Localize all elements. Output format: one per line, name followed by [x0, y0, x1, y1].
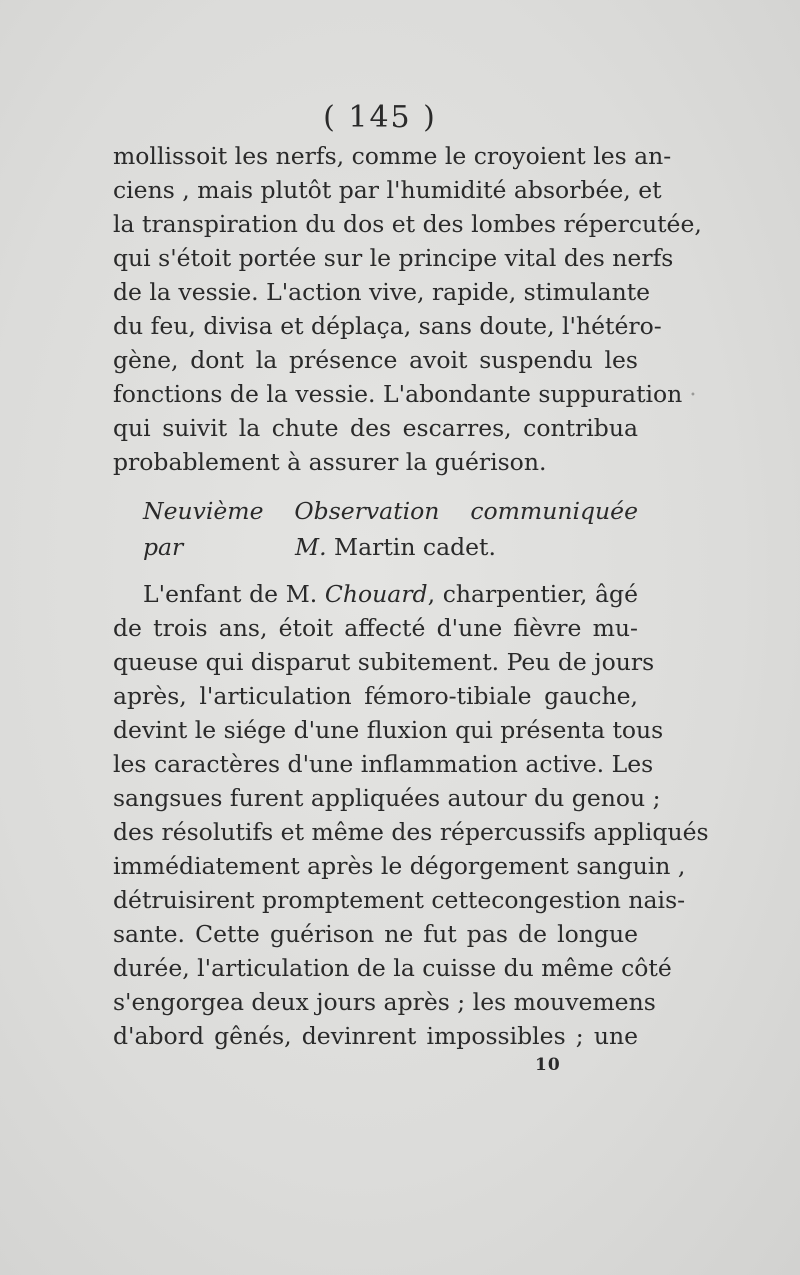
text-line: ciens , mais plutôt par l'humidité absorbée, et [113, 176, 662, 204]
text-line: sante. Cette guérison ne fut pas de longue [113, 920, 638, 948]
text-line: des résolutifs et même des répercussifs appliqués [113, 818, 709, 846]
section-heading [113, 493, 638, 565]
text-line: du feu, divisa et déplaça, sans doute, l'hétéro- [113, 312, 662, 340]
paragraph-2 [113, 577, 709, 1053]
text-suffix: , charpentier, âgé [427, 580, 638, 608]
text-line: qui suivit la chute des escarres, contribua [113, 414, 638, 442]
text-line: queuse qui disparut subitement. Peu de jours [113, 648, 655, 676]
text-line: probablement à assurer la guérison. [113, 448, 547, 476]
text-line: d'abord gênés, devinrent impossibles ; une [113, 1022, 638, 1050]
text-line: gène, dont la présence avoit suspendu les [113, 346, 638, 374]
paragraph-1 [113, 139, 702, 479]
person-name: Chouard [324, 580, 428, 608]
text-line-first [113, 577, 638, 611]
text-line: qui s'étoit portée sur le principe vital des nerfs [113, 244, 674, 272]
text-line: après, l'articulation fémoro-tibiale gauche, [113, 682, 638, 710]
text-prefix: L'enfant de M. [143, 580, 325, 608]
text-line: détruisirent promptement cettecongestion nais- [113, 886, 686, 914]
paper-speck: • [690, 390, 696, 401]
text-line: immédiatement après le dégorgement sanguin , [113, 852, 686, 880]
heading-line-1: Neuvième Observation communiquée par [143, 497, 638, 561]
text-line: mollissoit les nerfs, comme le croyoient les an- [113, 142, 672, 170]
text-line: durée, l'articulation de la cuisse du même côté [113, 954, 672, 982]
page-number: ( 145 ) [323, 100, 437, 135]
text-line: la transpiration du dos et des lombes répercutée, [113, 210, 702, 238]
text-line: sangsues furent appliquées autour du genou ; [113, 784, 661, 812]
heading-author: Martin cadet. [326, 533, 496, 561]
heading-line-2 [113, 529, 638, 565]
heading-abbrev: M. [295, 533, 327, 561]
text-line: fonctions de la vessie. L'abondante suppuration [113, 380, 683, 408]
text-line: les caractères d'une inflammation active. Les [113, 750, 654, 778]
text-line: de trois ans, étoit affecté d'une fièvre mu- [113, 614, 638, 642]
text-line: devint le siége d'une fluxion qui présenta tous [113, 716, 664, 744]
signature-mark: 10 [535, 1055, 561, 1075]
text-line: de la vessie. L'action vive, rapide, stimulante [113, 278, 651, 306]
text-line: s'engorgea deux jours après ; les mouvemens [113, 988, 656, 1016]
